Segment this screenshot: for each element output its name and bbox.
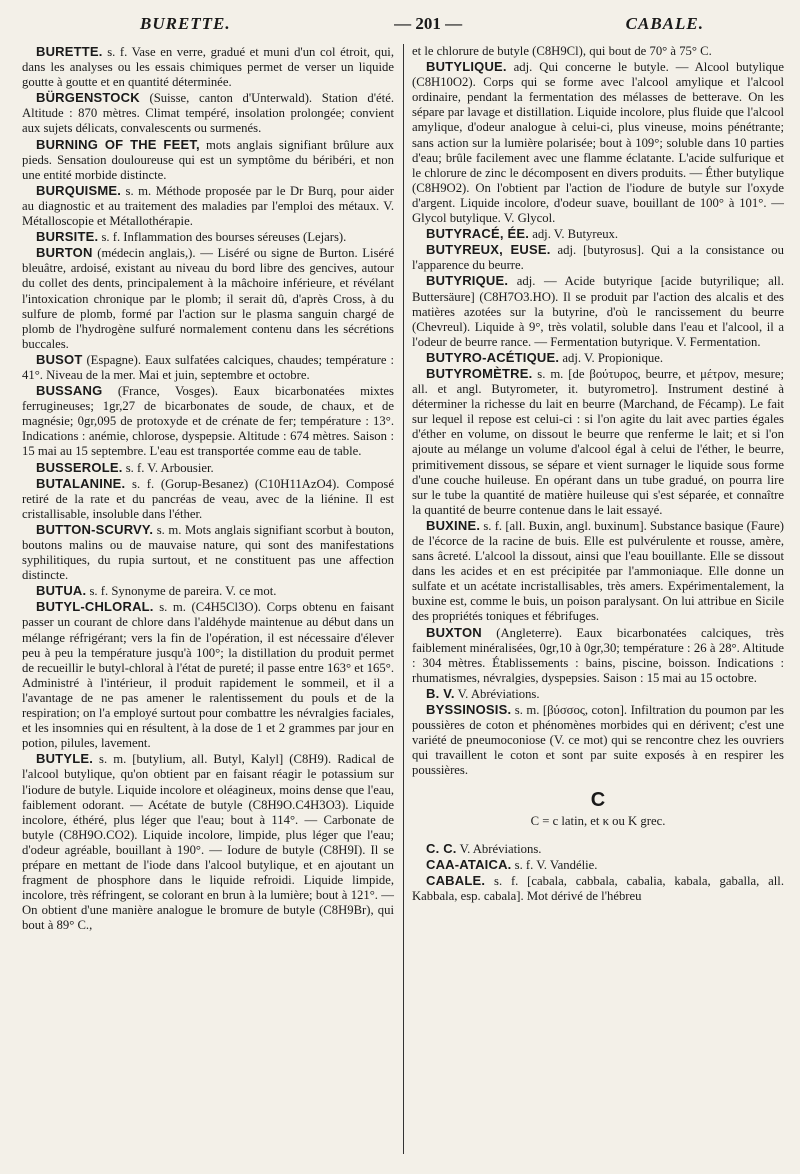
- right-column-entry: [412, 702, 784, 778]
- entry-headword: BUTTON-SCURVY.: [36, 521, 154, 537]
- left-column-entry: [22, 599, 394, 751]
- entry-definition: (médecin anglais,). — Liséré ou signe de Burton. Liséré bleuâtre, ardoisé, existant au niveau du bord libre des gencives, autour du collet des dents, principalement à la mâchoire inférieure, et révélant l'intoxication chronique par le plomb; il serait dû, d'après Cross, à du sulfure de plomb, formé par l'action sur le plasma sanguin chargé de plomb de l'hydrogène sulfuré normalement contenu dans les sécrétions buccales.: [22, 246, 394, 351]
- right-column-entry: [412, 841, 784, 857]
- left-column-entry: [22, 522, 394, 583]
- entry-definition: V. Abréviations.: [456, 841, 542, 856]
- entry-definition: s. f. Synonyme de pareira. V. ce mot.: [86, 584, 277, 599]
- entry-headword: BURQUISME.: [36, 182, 122, 198]
- entry-headword: C. C.: [426, 840, 457, 856]
- entry-definition: V. Abréviations.: [454, 686, 540, 701]
- entry-definition: s. f. [all. Buxin, angl. buxinum]. Substance basique (Faure) de l'écorce de la racine de buis. Elle est pulvérulente et rousse, amère, sans âcreté. L'alcool la dissout, ainsi que l'eau bouillante. Elle se dissout dans les acides et en est précipitée par l'ammoniaque. Elle donne un sulfate et un acétate incristallisables, très amers. Expérimentalement, la buxine est, comme le buis, un poison paralysant. On lui attribue en Sicile des propriétés toniques et fébrifuges.: [412, 518, 784, 624]
- section-letter: C: [590, 788, 606, 811]
- entry-definition: adj. [butyrosus]. Qui a la consistance ou l'apparence du beurre.: [412, 243, 784, 273]
- entry-definition: s. f. (Gorup-Besanez) (C10H11AzO4). Composé retiré de la rate et du pancréas de veau, avec de la liénine. Il est cristallisable, insoluble dans l'éther.: [22, 476, 394, 521]
- right-column-entries-bottom: [412, 841, 784, 904]
- entry-definition: s. f. [cabala, cabbala, cabalia, kabala, gaballa, all. Kabbala, esp. cabala]. Mot dérivé de l'hébreu: [412, 873, 784, 903]
- left-column-entry: [22, 583, 394, 599]
- right-column-entries-top: [412, 44, 784, 779]
- entry-definition: (Suisse, canton d'Unterwald). Station d'été. Altitude : 870 mètres. Climat tempéré, insolation prolongée; convient aux sujets délicats, convalescents ou surmenés.: [22, 91, 394, 136]
- entry-headword: BUXTON: [426, 624, 482, 640]
- entry-headword: BURTON: [36, 245, 93, 261]
- entry-headword: BYSSINOSIS.: [426, 702, 512, 718]
- right-column-entry: [412, 226, 784, 242]
- left-column-entry: [22, 352, 394, 383]
- right-column: [412, 44, 784, 933]
- entry-headword: BUTYLE.: [36, 751, 94, 767]
- right-column-entry: [412, 59, 784, 226]
- right-column-entry: [412, 518, 784, 625]
- left-column-entry: [22, 245, 394, 352]
- left-column-entry: [22, 460, 394, 476]
- entry-headword: CABALE.: [426, 872, 486, 888]
- entry-headword: BUSSANG: [36, 383, 103, 399]
- header-right-word: CABALE.: [625, 14, 704, 33]
- entry-headword: BUXINE.: [426, 517, 481, 533]
- left-column-entry: [22, 383, 394, 459]
- column-rule: [403, 44, 404, 1154]
- entry-headword: B. V.: [426, 685, 455, 701]
- right-column-entry: [412, 625, 784, 686]
- two-column-body: [22, 44, 786, 933]
- entry-definition: s. f. V. Arbousier.: [122, 460, 214, 475]
- entry-definition: adj. Qui concerne le butyle. — Alcool butylique (C8H10O2). Corps qui se forme avec l'alcool amylique et l'alcool ordinaire, pendant la fermentation des mélasses de betterave. On les sépare par lavage et distillation. Liquide incolore, plus fluide que l'alcool amylique, d'odeur analogue à celui-ci, plus vineuse, moins pénétrante; sans action sur la lumière polarisée; bout à 109°; soluble dans 10 parties d'eau; brûle facilement avec une flamme éclatante. L'acide sulfurique et le chlorure de zinc le décomposent en divers produits. — Éther butylique (C8H9O2). On l'obtient par l'action de l'iodure de butyle sur l'oxyde d'argent. Liquide incolore, d'odeur suave, bouillant de 100° à 101°. — Glycol butylique. V. Glycol.: [412, 60, 784, 226]
- entry-headword: BUTYRO-ACÉTIQUE.: [426, 349, 560, 365]
- entry-headword: BUSSEROLE.: [36, 459, 123, 475]
- left-column-entry: [22, 90, 394, 136]
- entry-definition: s. m. [butylium, all. Butyl, Kalyl] (C8H9). Radical de l'alcool butylique, qu'on obtient par en faisant réagir le potassium sur l'iodure de butyle. Liquide incolore et oléagineux, moins dense que l'eau, faiblement odorant. — Acétate de butyle (C8H9O.C4H3O3). Liquide incolore, éthéré, plus léger que l'eau; bout à 114°. — Carbonate de butyle (C8H9O.CO2). Liquide incolore, limpide, plus léger que l'eau; d'odeur agréable, bouillant à 190°. — Iodure de butyle (C8H9I). Il se prépare en mettant de l'iode dans l'alcool butylique, et en ajoutant un fragment de phosphore dans le liquide refroidi. Liquide limpide, incolore, très réfringent, se colorant en brun à la lumière; bout à 121°. — On obtient d'une manière analogue le bromure de butyle (C8H9Br), qui bout à 89° C.,: [22, 752, 394, 933]
- entry-definition: s. m. [βύσσος, coton]. Infiltration du poumon par les poussières de coton et phénomènes morbides qui en dérivent; c'est une variété de pneumoconiose (V. ce mot) qui se rencontre chez les ouvriers qui travaillent le coton et sont par suite exposés à en respirer les poussières.: [412, 703, 784, 778]
- header-left-word: BURETTE.: [140, 14, 231, 33]
- entry-definition: s. f. Vase en verre, gradué et muni d'un col étroit, qui, dans les analyses ou les essais chimiques permet de verser un liquide goutte à goutte et en quantité déterminée.: [22, 45, 394, 90]
- entry-definition: mots anglais signifiant brûlure aux pieds. Sensation douloureuse qui est un symptôme du béribéri, et non une entité morbide distincte.: [22, 137, 395, 182]
- entry-headword: BUTYREUX, EUSE.: [426, 242, 551, 258]
- right-column-entry: [412, 857, 784, 873]
- entry-definition: s. m. [de βούτυρος, beurre, et μέτρον, mesure; all. et angl. Butyrometer, it. butyrometro]. Instrument destiné à déterminer la richesse du lait en beurre (Marchand, de Fécamp). Le fait sur lequel il repose est celui-ci : si l'on agite du lait avec parties égales d'éther en volume, on dissout le beurre que renferme le lait; et si l'on ajoute au mélange un volume d'alcool égal à celui de l'éther, le beurre, primitivement dissous, se sépare et vient surnager le liquide sous forme d'une couche huileuse. En opérant dans un tube gradué, on pourra lire sur le tube la quantité de matière huileuse qui s'est séparée, et connaître la quantité de beurre contenue dans le lait essayé.: [412, 366, 784, 517]
- right-column-entry: [412, 873, 784, 904]
- section-note: C = c latin, et κ ou K grec.: [530, 813, 666, 828]
- entry-headword: BUTUA.: [36, 583, 87, 599]
- entry-headword: BUSOT: [36, 351, 83, 367]
- left-column-entry: [22, 183, 394, 229]
- entry-headword: BUTYROMÈTRE.: [426, 365, 533, 381]
- entry-headword: BURSITE.: [36, 229, 99, 245]
- right-column-entry: [412, 273, 784, 349]
- entry-headword: BUTYRACÉ, ÉE.: [426, 226, 530, 242]
- left-column-entry: [22, 476, 394, 522]
- page-number: — 201 —: [394, 14, 463, 33]
- left-column-entry: [22, 751, 394, 933]
- entry-definition: (France, Vosges). Eaux bicarbonatées mixtes ferrugineuses; 1gr,27 de bicarbonates de soude, de chaux, et de magnésie; 0gr,095 de protoxyde et de crénate de fer; température : 13°. Indications : anémie, chlorose, dyspepsie. Altitude : 674 mètres. Saison : 15 mai au 15 septembre. L'eau est transportée comme eau de table.: [22, 384, 394, 459]
- entry-headword: BÜRGENSTOCK: [36, 90, 140, 106]
- entry-headword: BUTYLIQUE.: [426, 59, 507, 75]
- entry-definition: s. f. Inflammation des bourses séreuses (Lejars).: [98, 230, 347, 245]
- entry-definition: adj. — Acide butyrique [acide butyrilique; all. Buttersäure] (C8H7O3.HO). Il se produit par l'action des alcalis et des matières azotées sur la butyrine, d'où le rancissement du beurre (Chevreul). Liquide à 9°, très volatil, soluble dans l'eau et l'alcool, il a l'odeur de beurre rance. — Fermentation butyrique. V. Fermentation.: [412, 274, 784, 349]
- right-column-entry: [412, 350, 784, 366]
- left-column-entry: [22, 137, 394, 183]
- entry-headword: BUTALANINE.: [36, 475, 126, 491]
- entry-definition: adj. V. Propionique.: [559, 350, 664, 365]
- entry-headword: BURETTE.: [36, 44, 103, 59]
- entry-definition: (Angleterre). Eaux bicarbonatées calciques, très faiblement minéralisées, 0gr,10 à 0gr,30; température : 26 à 28°. Altitude : 304 mètres. Établissements : bains, piscine, boisson. Indications : rhumatismes, névralgies, dyspepsies. Saison : 15 mai au 15 octobre.: [412, 625, 784, 685]
- entry-headword: BUTYRIQUE.: [426, 273, 509, 289]
- entry-definition: et le chlorure de butyle (C8H9Cl), qui bout de 70° à 75° C.: [412, 44, 712, 58]
- entry-definition: s. m. (C4H5Cl3O). Corps obtenu en faisant passer un courant de chlore dans l'aldéhyde maintenue au début dans un mélange réfrigérant; vers la fin de l'opération, il est nécessaire d'élever peu à peu la température jusqu'à 100°; la distillation du produit permet de recueillir le butyl-chloral à l'état de pureté; il passe entre 163° et 165°. Administré à l'intérieur, il produit rapidement le sommeil, et il a l'avantage de ne pas amener le ralentissement du pouls et de la respiration; on l'a employé surtout pour combattre les névralgies faciales, et les insomnies qui en résultent, à la dose de 1 et 2 grammes par jour en potion, pilules, lavement.: [22, 600, 394, 751]
- entry-headword: CAA-ATAICA.: [426, 856, 512, 872]
- entry-definition: adj. V. Butyreux.: [529, 227, 619, 242]
- entry-headword: BUTYL-CHLORAL.: [36, 599, 154, 615]
- entry-definition: (Espagne). Eaux sulfatées calciques, chaudes; température : 41°. Niveau de la mer. Mai et juin, septembre et octobre.: [22, 352, 394, 382]
- entry-definition: s. m. Mots anglais signifiant scorbut à bouton, boutons malins ou de mauvaise nature, qui sont des manifestations syphilitiques, du rupia surtout, et ne constituent pas une affection distincte.: [22, 522, 394, 583]
- right-column-entry: [412, 44, 784, 59]
- left-column-entry: [22, 229, 394, 245]
- entry-definition: s. m. Méthode proposée par le Dr Burq, pour aider au diagnostic et au traitement des maladies par l'emploi des métaux. V. Métalloscopie et Métallothérapie.: [22, 183, 394, 229]
- left-column: [22, 44, 394, 933]
- right-column-entry: [412, 686, 784, 702]
- running-header: [22, 14, 786, 36]
- left-column-entry: [22, 44, 394, 90]
- right-column-entry: [412, 366, 784, 518]
- entry-headword: BURNING OF THE FEET,: [36, 136, 200, 152]
- right-column-entry: [412, 242, 784, 273]
- entry-definition: s. f. V. Vandélie.: [511, 857, 598, 872]
